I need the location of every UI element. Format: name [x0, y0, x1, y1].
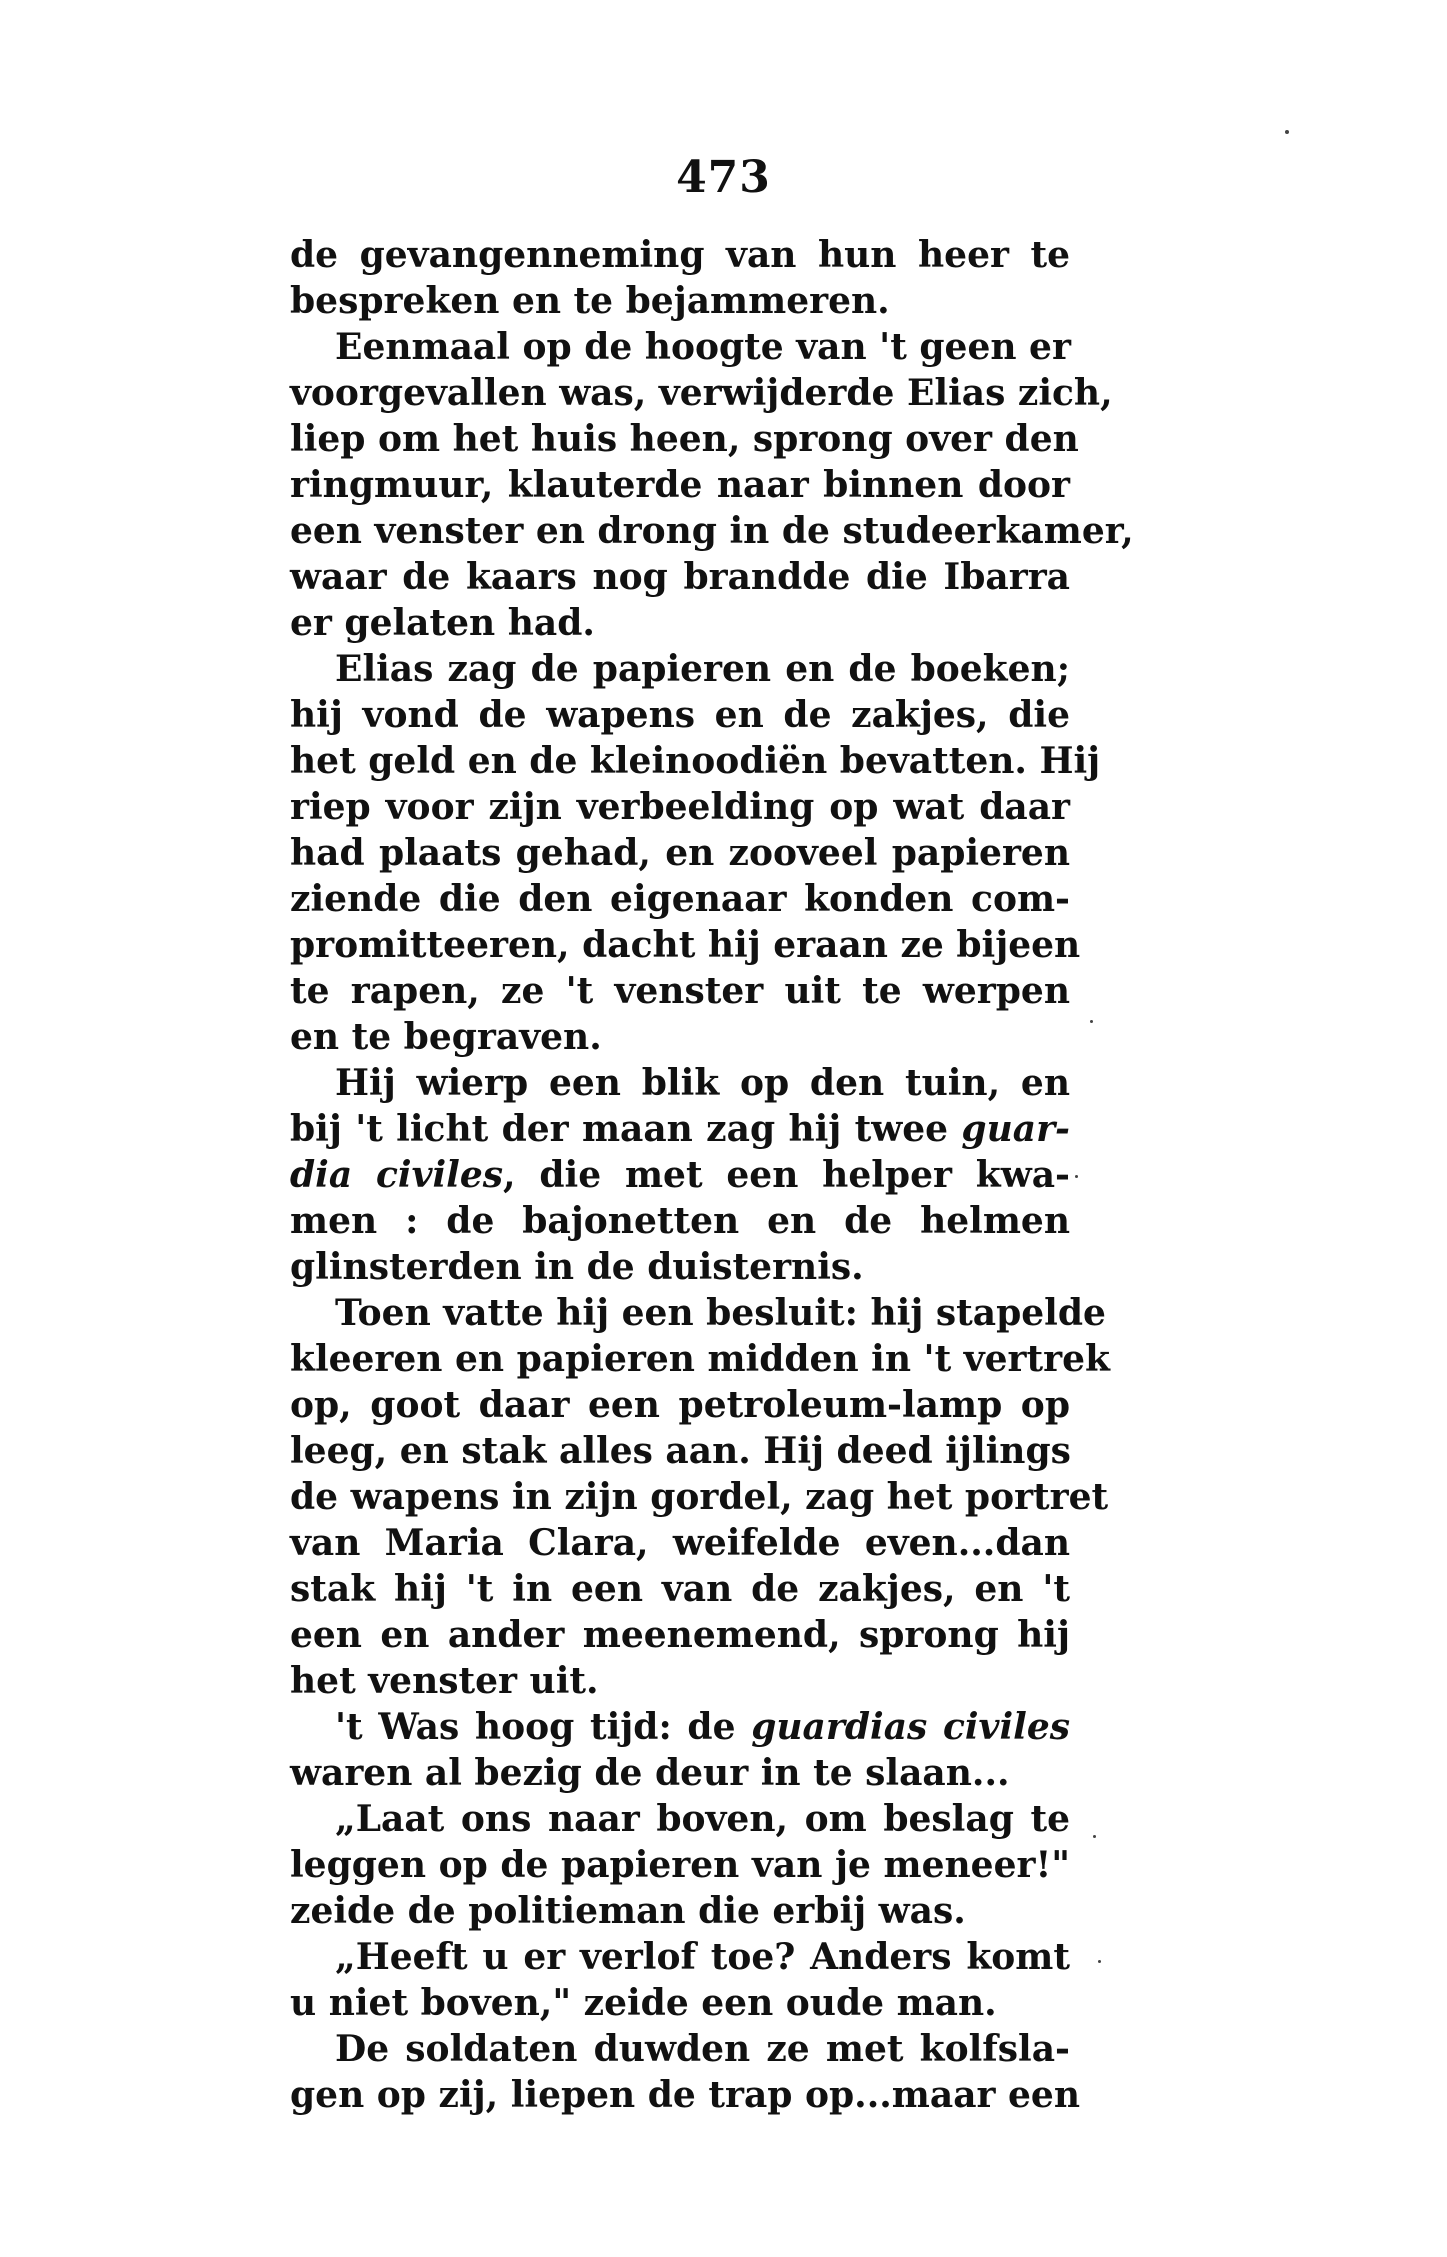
- line-text: men : de bajonetten en de helmen: [290, 1200, 1070, 1242]
- text-line: [290, 278, 1070, 324]
- line-text: voorgevallen was, verwijderde Elias zich,: [290, 372, 1113, 414]
- text-line: [290, 416, 1079, 462]
- print-speck: [1093, 1835, 1096, 1838]
- text-line: [290, 646, 1070, 692]
- line-text: Elias zag de papieren en de boeken;: [335, 648, 1070, 690]
- line-text: Toen vatte hij een besluit: hij stapelde: [335, 1292, 1106, 1334]
- text-line: [290, 1060, 1070, 1106]
- text-line: [290, 2026, 1070, 2072]
- text-line: [290, 1336, 1110, 1382]
- text-line: [290, 462, 1070, 508]
- line-text: had plaats gehad, en zooveel papieren: [290, 832, 1070, 874]
- line-text: het geld en de kleinoodiën bevatten. Hij: [290, 740, 1101, 782]
- line-text: glinsterden in de duisternis.: [290, 1246, 864, 1288]
- text-line: [290, 1658, 1070, 1704]
- line-text: De soldaten duwden ze met kolfsla-: [335, 2028, 1070, 2070]
- text-line: [290, 1566, 1070, 1612]
- line-text: , die met een helper kwa-: [503, 1154, 1070, 1196]
- text-line: [290, 1474, 1109, 1520]
- line-text: de gevangenneming van hun heer te: [290, 234, 1070, 276]
- line-text: u niet boven," zeide een oude man.: [290, 1982, 997, 2024]
- text-line: [290, 968, 1070, 1014]
- text-line: [290, 1198, 1070, 1244]
- text-line: [290, 554, 1070, 600]
- text-line: [290, 1704, 1070, 1750]
- line-text: 't Was hoog tijd: de: [335, 1706, 752, 1748]
- text-line: [290, 1796, 1070, 1842]
- line-text: liep om het huis heen, sprong over den: [290, 418, 1079, 460]
- text-line: [290, 1428, 1070, 1474]
- line-text: leggen op de papieren van je meneer!": [290, 1844, 1070, 1886]
- text-line: [290, 324, 1070, 370]
- line-text: riep voor zijn verbeelding op wat daar: [290, 786, 1070, 828]
- line-text: een en ander meenemend, sprong hij: [290, 1614, 1070, 1656]
- text-line: [290, 1520, 1070, 1566]
- text-line: [290, 1290, 1106, 1336]
- italic-term: dia civiles: [290, 1154, 504, 1196]
- line-text: op, goot daar een petroleum-lamp op: [290, 1384, 1070, 1426]
- line-text: waar de kaars nog brandde die Ibarra: [290, 556, 1070, 598]
- line-text: het venster uit.: [290, 1660, 599, 1702]
- print-speck: [1285, 130, 1289, 134]
- body-text: [290, 232, 1134, 2118]
- text-line: [290, 876, 1070, 922]
- text-line: [290, 1980, 1070, 2026]
- print-speck: [1075, 1175, 1078, 1178]
- text-line: [290, 738, 1101, 784]
- line-text: ziende die den eigenaar konden com-: [290, 878, 1070, 920]
- line-text: „Heeft u er verlof toe? Anders komt: [335, 1936, 1070, 1978]
- line-text: hij vond de wapens en de zakjes, die: [290, 694, 1070, 736]
- line-text: er gelaten had.: [290, 602, 595, 644]
- line-text: bespreken en te bejammeren.: [290, 280, 890, 322]
- text-line: [290, 1382, 1070, 1428]
- text-line: [290, 508, 1134, 554]
- text-line: [290, 2072, 1080, 2118]
- line-text: Hij wierp een blik op den tuin, en: [335, 1062, 1070, 1104]
- text-line: [290, 1014, 1070, 1060]
- text-line: [290, 692, 1070, 738]
- print-speck: [1090, 1020, 1093, 1023]
- text-line: [290, 830, 1070, 876]
- text-line: [290, 1750, 1070, 1796]
- text-line: [290, 232, 1070, 278]
- line-text: ringmuur, klauterde naar binnen door: [290, 464, 1070, 506]
- print-speck: [1098, 1960, 1101, 1963]
- line-text: zeide de politieman die erbij was.: [290, 1890, 966, 1932]
- line-text: van Maria Clara, weifelde even...dan: [290, 1522, 1070, 1564]
- text-line: [290, 1106, 1070, 1152]
- line-text: de wapens in zijn gordel, zag het portret: [290, 1476, 1109, 1518]
- line-text: gen op zij, liepen de trap op...maar een: [290, 2074, 1080, 2116]
- line-text: een venster en drong in de studeerkamer,: [290, 510, 1134, 552]
- line-text: kleeren en papieren midden in 't vertrek: [290, 1338, 1110, 1380]
- text-line: [290, 922, 1081, 968]
- line-text: te rapen, ze 't venster uit te werpen: [290, 970, 1070, 1012]
- line-text: promitteeren, dacht hij eraan ze bijeen: [290, 924, 1081, 966]
- text-line: [290, 1244, 1070, 1290]
- line-text: en te begraven.: [290, 1016, 602, 1058]
- line-text: „Laat ons naar boven, om beslag te: [335, 1798, 1070, 1840]
- text-line: [290, 600, 1070, 646]
- italic-term: guardias civiles: [751, 1706, 1071, 1748]
- text-line: [290, 1612, 1070, 1658]
- text-line: [290, 1934, 1070, 1980]
- text-line: [290, 1888, 1070, 1934]
- line-text: bij 't licht der maan zag hij twee: [290, 1108, 962, 1150]
- text-line: [290, 784, 1070, 830]
- line-text: Eenmaal op de hoogte van 't geen er: [335, 326, 1071, 368]
- italic-term: guar-: [961, 1108, 1070, 1150]
- line-text: stak hij 't in een van de zakjes, en 't: [290, 1568, 1070, 1610]
- text-line: [290, 1152, 1070, 1198]
- line-text: leeg, en stak alles aan. Hij deed ijlings: [290, 1430, 1071, 1472]
- line-text: waren al bezig de deur in te slaan...: [290, 1752, 1010, 1794]
- page-number: 473: [676, 152, 771, 203]
- text-line: [290, 1842, 1070, 1888]
- text-line: [290, 370, 1113, 416]
